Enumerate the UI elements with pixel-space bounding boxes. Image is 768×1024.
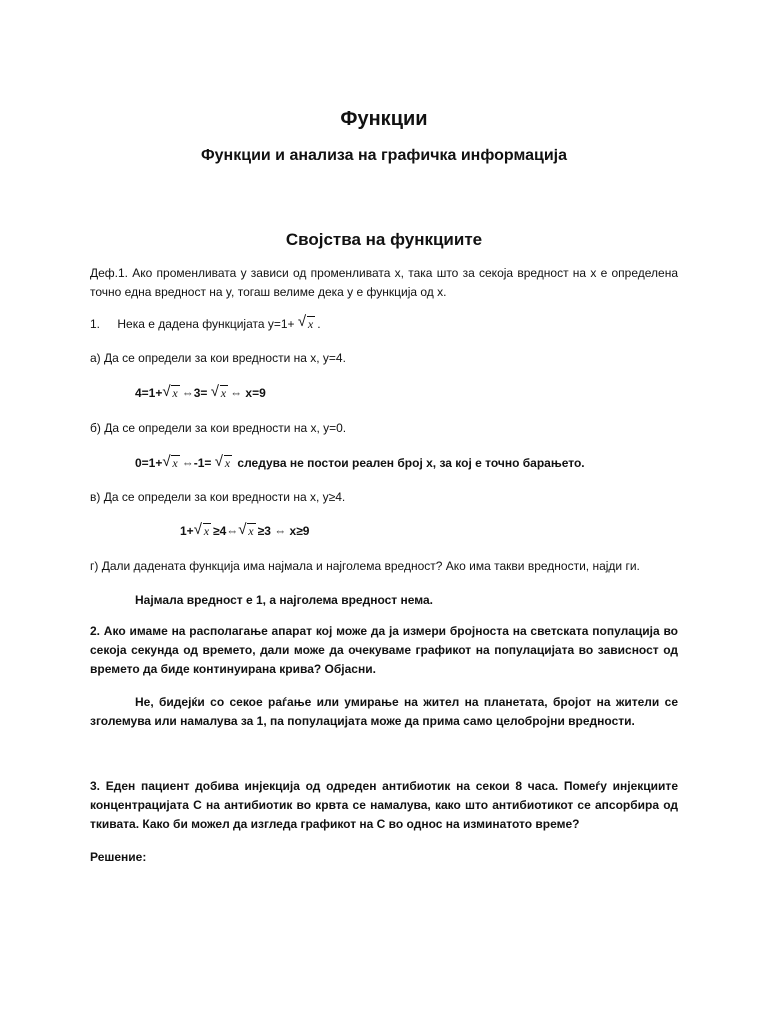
sqrt-symbol: √ x <box>298 315 315 334</box>
answer-d: Најмала вредност е 1, а најголема вредност нема. <box>135 593 433 607</box>
question-c: в) Да се определи за кои вредности на x, y≥4. <box>90 490 346 504</box>
question-3: 3. Еден пациент добива инјекција од одреден антибиотик на секои 8 часа. Помеѓу инјекциите концентрацијата C на антибиотик во крвта се намалува, како што антибиотикот се апсорбира од ткивата. Како би можел да изгледа графикот на C во однос на изминатото време? <box>90 779 678 831</box>
item-1-number: 1. <box>90 317 101 331</box>
solution-c: 1+√ x ≥4⇔√ x ≥3 ⇔ x≥9 <box>180 524 309 539</box>
page-title: Функции <box>340 108 428 130</box>
sqrt-symbol: √ x <box>162 386 179 401</box>
sqrt-symbol: √ x <box>194 524 211 539</box>
sqrt-symbol: √ x <box>215 456 232 471</box>
question-2: 2. Ако имаме на располагање апарат кој може да ја измери бројноста на светската популација во секоја секунда од времето, дали може да очекуваме графикот на популацијата во зависност од времето да биде континуирана крива? Објасни. <box>90 624 678 676</box>
item-1: 1. Нека е дадена функцијата y=1+ √ x . <box>90 315 678 334</box>
page-subtitle: Функции и анализа на графичка информација <box>201 147 567 164</box>
section-title: Својства на функциите <box>285 230 483 249</box>
item-1-text: Нека е дадена функцијата y=1+ <box>117 317 295 331</box>
question-d: г) Дали дадената функција има најмала и најголема вредност? Ако има такви вредности, најди ги. <box>90 559 640 573</box>
solution-b: 0=1+√ x ⇔-1= √ x следува не постои реален број x, за кој е точно барањето. <box>135 456 585 471</box>
answer-2: Не, бидејќи со секое раѓање или умирање на жител на планетата, бројот на жители се зголемува или намалува за 1, па популацијата може да прима само целобројни вредности. <box>90 695 678 728</box>
sqrt-symbol: √ x <box>211 386 228 401</box>
definition-paragraph: Деф.1. Ако променливата y зависи од променливата x, така што за секоја вредност на x е определена точно една вредност на y, тогаш велиме дека y е функција од x. <box>90 266 678 299</box>
question-a: а) Да се определи за кои вредности на x, y=4. <box>90 351 346 365</box>
sqrt-symbol: √ x <box>238 524 255 539</box>
sqrt-symbol: √ x <box>162 456 179 471</box>
solution-label: Решение: <box>90 850 147 864</box>
solution-a: 4=1+√ x ⇔3= √ x ⇔ x=9 <box>135 386 266 401</box>
question-b: б) Да се определи за кои вредности на x, y=0. <box>90 421 347 435</box>
